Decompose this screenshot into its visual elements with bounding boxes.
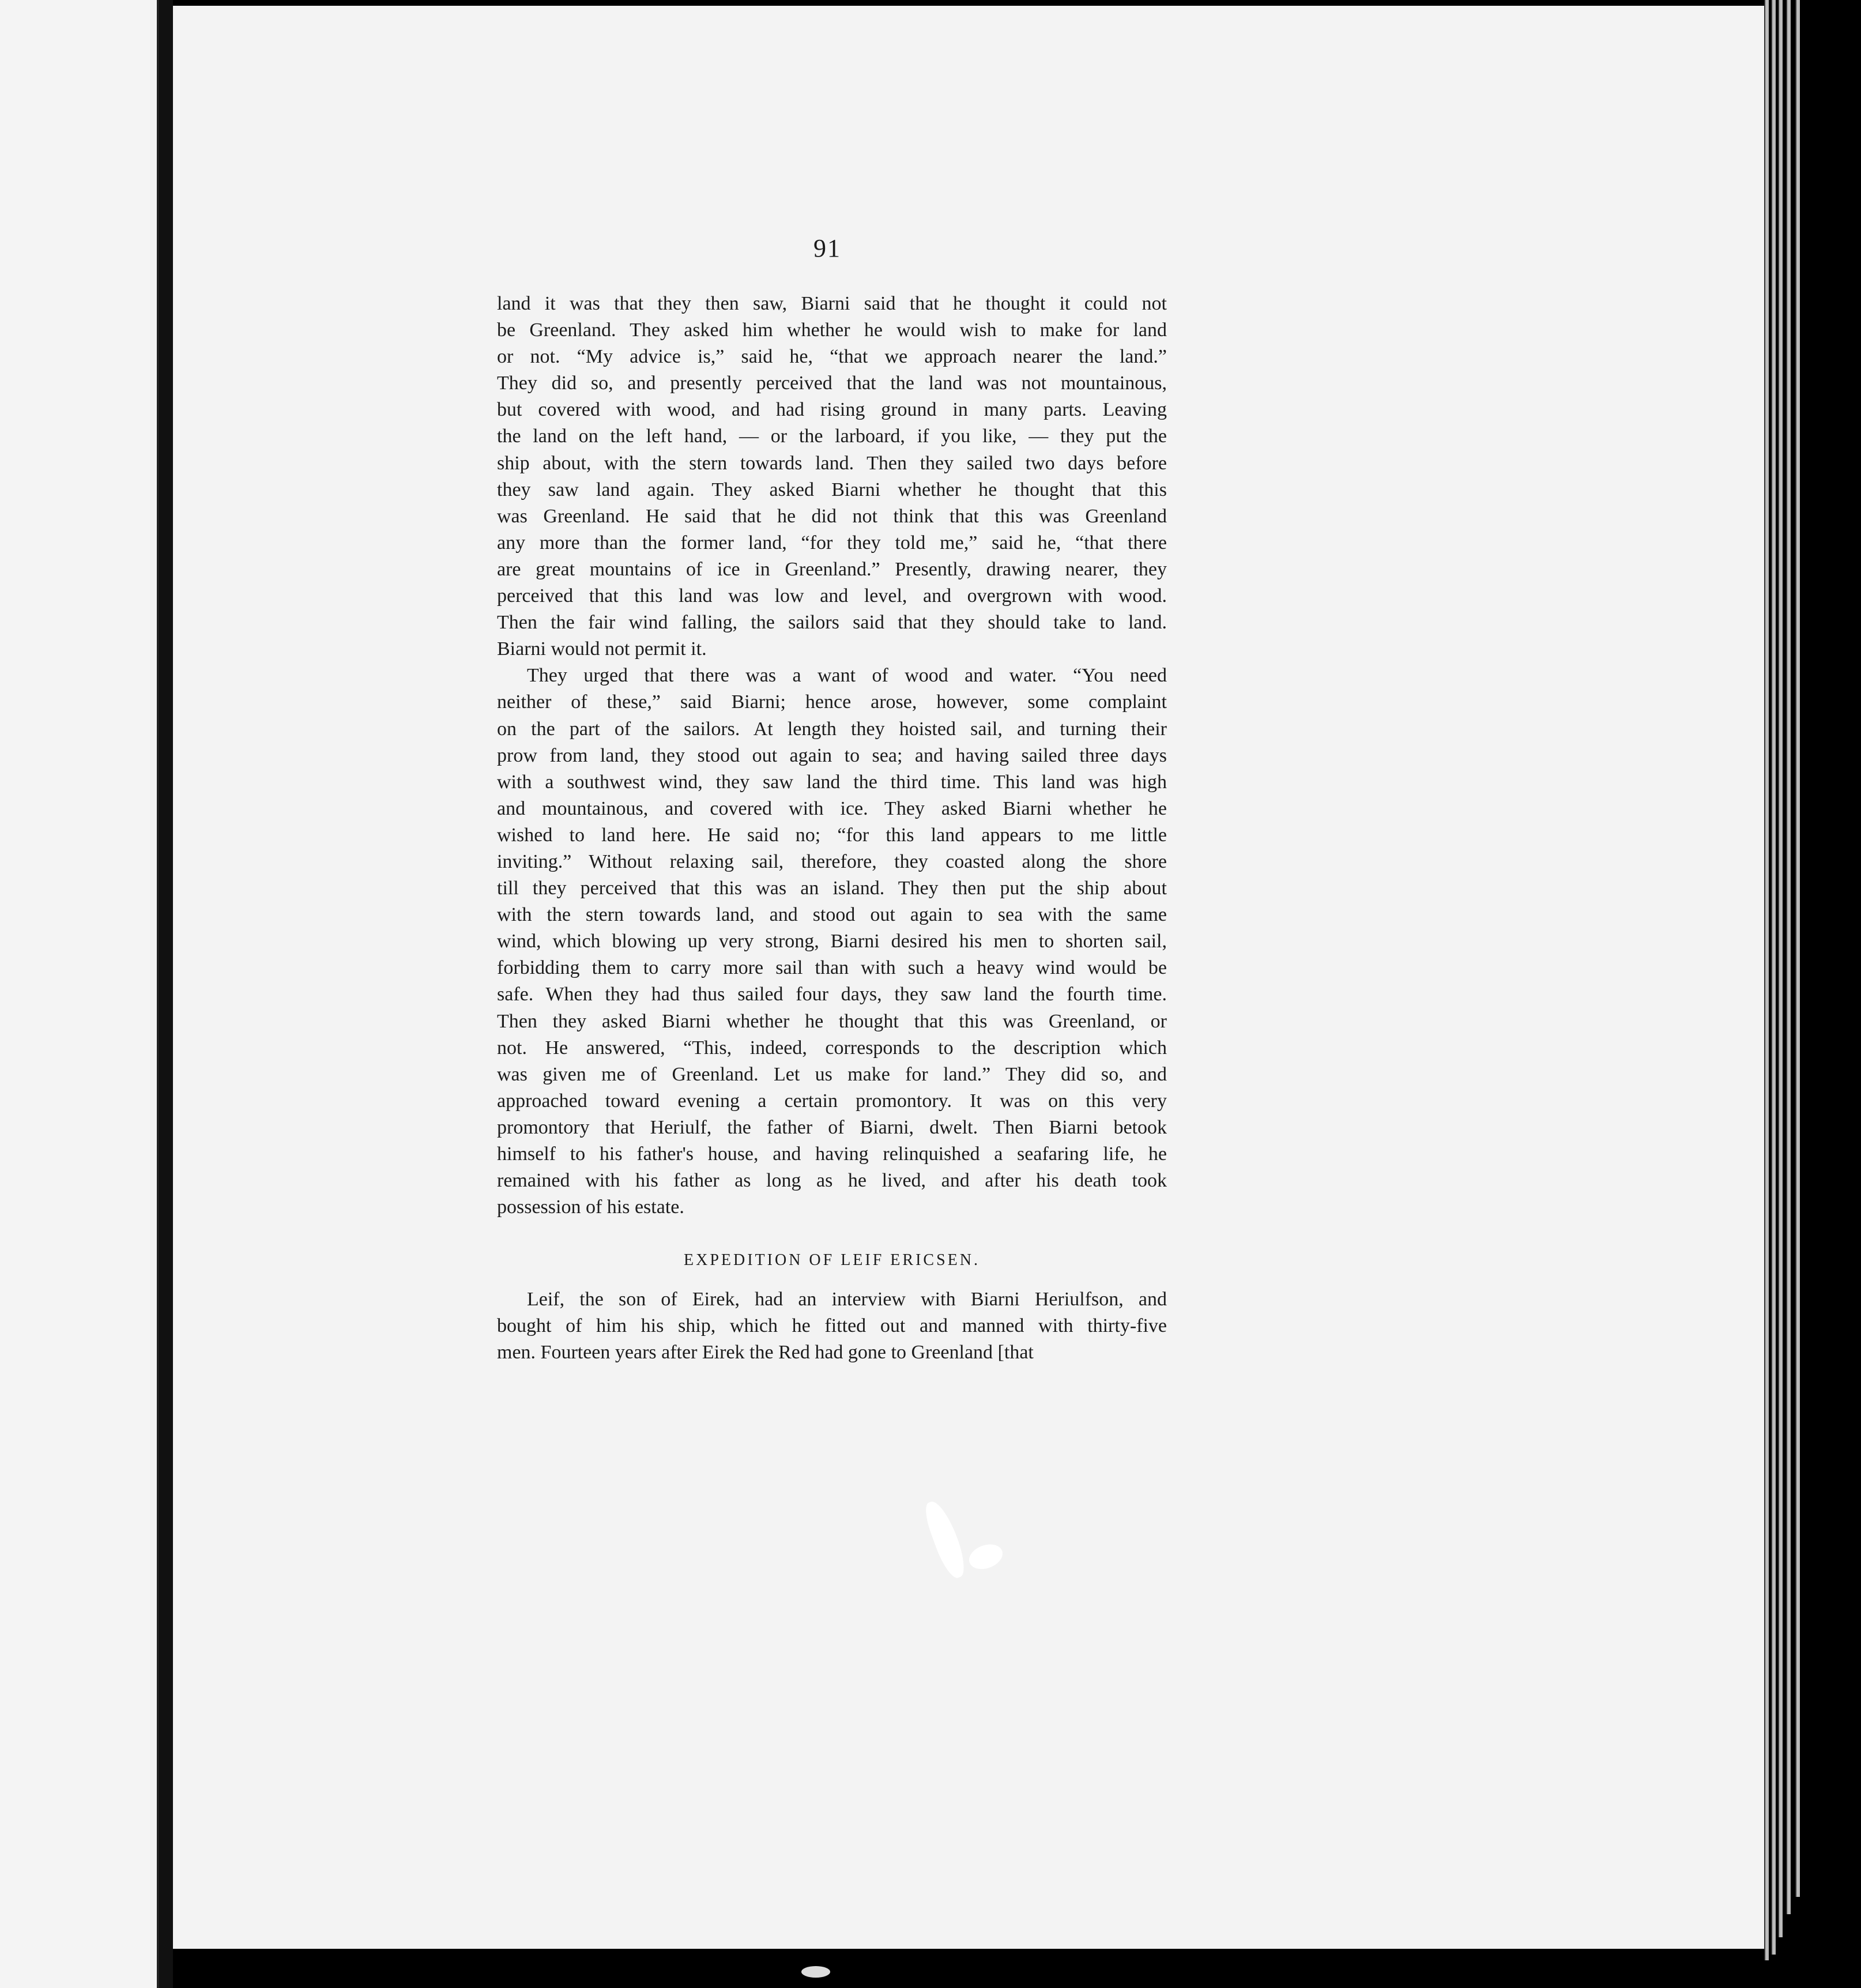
text-line: men. Fourteen years after Eirek the Red had gone to Greenland [that <box>497 1342 1034 1364</box>
page-edge <box>1778 0 1783 1937</box>
text-line: with the stern towards land, and stood out again to sea with the same <box>497 904 1167 926</box>
scan-border <box>1803 0 1861 1988</box>
text-line: was given me of Greenland. Let us make for land.” They did so, and <box>497 1063 1167 1085</box>
page-edge <box>1795 0 1800 1897</box>
page-number: 91 <box>813 234 841 262</box>
text-line: remained with his father as long as he lived, and after his death took <box>497 1170 1167 1192</box>
text-line: forbidding them to carry more sail than with such a heavy wind would be <box>497 957 1167 979</box>
text-line: They urged that there was a want of wood and water. “You need <box>527 665 1167 687</box>
text-line: wished to land here. He said no; “for this land appears to me little <box>497 824 1167 846</box>
page-edge <box>1786 0 1791 1914</box>
text-line: approached toward evening a certain promontory. It was on this very <box>497 1090 1167 1112</box>
text-line: but covered with wood, and had rising ground in many parts. Leaving <box>497 399 1167 421</box>
text-line: or not. “My advice is,” said he, “that we approach nearer the land.” <box>497 346 1167 368</box>
text-line: ship about, with the stern towards land. Then they sailed two days before <box>497 452 1167 474</box>
text-line: land it was that they then saw, Biarni said that he thought it could not <box>497 293 1167 314</box>
text-line: inviting.” Without relaxing sail, therefore, they coasted along the shore <box>497 850 1167 872</box>
facing-page-edge <box>0 0 159 1988</box>
text-line: are great mountains of ice in Greenland.” Presently, drawing nearer, they <box>497 558 1167 580</box>
page-edge <box>1764 0 1769 1960</box>
body-text <box>497 291 1167 1366</box>
text-line: on the part of the sailors. At length they hoisted sail, and turning their <box>497 718 1167 740</box>
text-line: safe. When they had thus sailed four days, they saw land the fourth time. <box>497 984 1167 1006</box>
text-line: bought of him his ship, which he fitted out and manned with thirty-five <box>497 1315 1167 1337</box>
text-line: not. He answered, “This, indeed, corresponds to the description which <box>497 1037 1167 1059</box>
book-gutter <box>159 0 173 1988</box>
section-heading: EXPEDITION OF LEIF ERICSEN. <box>684 1251 980 1270</box>
text-line: they saw land again. They asked Biarni whether he thought that this <box>497 479 1167 500</box>
text-line: till they perceived that this was an island. They then put the ship about <box>497 878 1167 899</box>
paragraph <box>497 291 1167 662</box>
text-line: They did so, and presently perceived that the land was not mountainous, <box>497 372 1167 394</box>
text-line: himself to his father's house, and having relinquished a seafaring life, he <box>497 1143 1167 1165</box>
text-line: Leif, the son of Eirek, had an interview with Biarni Heriulfson, and <box>527 1289 1167 1311</box>
text-line: prow from land, they stood out again to sea; and having sailed three days <box>497 744 1167 766</box>
text-line: be Greenland. They asked him whether he would wish to make for land <box>497 319 1167 341</box>
paragraph <box>497 662 1167 1221</box>
text-line: possession of his estate. <box>497 1196 684 1218</box>
text-line: was Greenland. He said that he did not think that this was Greenland <box>497 505 1167 527</box>
text-line: any more than the former land, “for they told me,” said he, “that there <box>497 532 1167 554</box>
scan-blemish <box>801 1966 830 1978</box>
text-line: neither of these,” said Biarni; hence arose, however, some complaint <box>497 691 1167 713</box>
text-line: promontory that Heriulf, the father of Biarni, dwelt. Then Biarni betook <box>497 1116 1167 1138</box>
text-line: and mountainous, and covered with ice. They asked Biarni whether he <box>497 797 1167 819</box>
text-line: Then they asked Biarni whether he thought that this was Greenland, or <box>497 1010 1167 1032</box>
text-line: Then the fair wind falling, the sailors said that they should take to land. <box>497 612 1167 634</box>
text-line: wind, which blowing up very strong, Biarni desired his men to shorten sail, <box>497 931 1167 952</box>
page-edge <box>1771 0 1776 1955</box>
text-line: with a southwest wind, they saw land the third time. This land was high <box>497 771 1167 793</box>
paragraph <box>497 1286 1167 1366</box>
text-line: the land on the left hand, — or the larboard, if you like, — they put the <box>497 426 1167 447</box>
text-line: Biarni would not permit it. <box>497 638 707 660</box>
text-line: perceived that this land was low and level, and overgrown with wood. <box>497 585 1167 607</box>
